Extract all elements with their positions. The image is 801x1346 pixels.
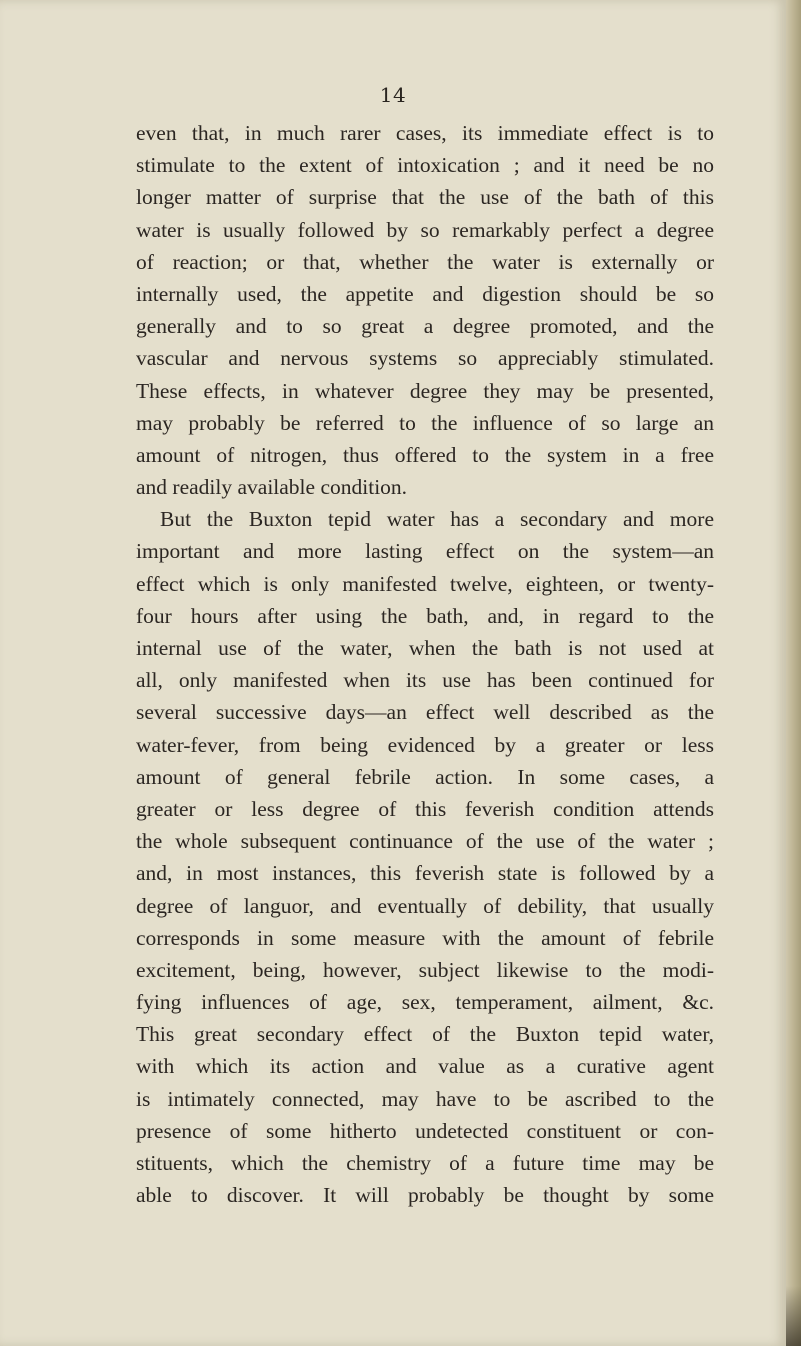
- page-number: 14: [379, 83, 407, 107]
- text-line: water is usually followed by so remarkably perfect a degree: [136, 217, 714, 242]
- text-line: amount of general febrile action. In some cases, a: [136, 764, 714, 789]
- text-line: This great secondary effect of the Buxton tepid water,: [136, 1022, 714, 1047]
- text-line: greater or less degree of this feverish condition attends: [136, 796, 714, 821]
- text-line: presence of some hitherto undetected constituent or con-: [136, 1118, 714, 1143]
- text-line: longer matter of surprise that the use of the bath of this: [136, 185, 714, 210]
- text-line: is intimately connected, may have to be ascribed to the: [136, 1086, 714, 1111]
- text-line: all, only manifested when its use has been continued for: [136, 668, 714, 693]
- text-line: excitement, being, however, subject likewise to the modi-: [136, 957, 714, 982]
- text-line: the whole subsequent continuance of the use of the water ;: [136, 829, 714, 854]
- body-text: [136, 117, 714, 1211]
- text-line: generally and to so great a degree promoted, and the: [136, 314, 714, 339]
- text-line: able to discover. It will probably be thought by some: [136, 1183, 714, 1208]
- text-line: internal use of the water, when the bath is not used at: [136, 636, 714, 660]
- text-line: important and more lasting effect on the system—an: [136, 539, 714, 564]
- text-line: with which its action and value as a curative agent: [136, 1054, 714, 1079]
- text-line: and, in most instances, this feverish state is followed by a: [136, 861, 714, 886]
- text-line: of reaction; or that, whether the water is externally or: [136, 249, 714, 274]
- text-line: But the Buxton tepid water has a secondary and more: [160, 507, 714, 532]
- text-line: degree of languor, and eventually of debility, that usually: [136, 893, 714, 918]
- text-line: may probably be referred to the influence of so large an: [136, 410, 714, 435]
- text-line: stimulate to the extent of intoxication ; and it need be no: [136, 153, 714, 178]
- text-line: effect which is only manifested twelve, eighteen, or twenty-: [136, 571, 714, 596]
- text-line: vascular and nervous systems so appreciably stimulated.: [136, 346, 714, 371]
- text-line: internally used, the appetite and digestion should be so: [136, 281, 714, 306]
- text-line: fying influences of age, sex, temperament, ailment, &c.: [136, 990, 714, 1015]
- text-line: These effects, in whatever degree they may be presented,: [136, 378, 714, 403]
- text-line: and readily available condition.: [136, 475, 408, 500]
- text-line: stituents, which the chemistry of a future time may be: [136, 1151, 714, 1175]
- text-line: corresponds in some measure with the amount of febrile: [136, 925, 714, 950]
- text-line: even that, in much rarer cases, its immediate effect is to: [136, 121, 714, 145]
- text-line: four hours after using the bath, and, in regard to the: [136, 603, 714, 628]
- page-edge-shadow: [786, 0, 801, 1346]
- text-line: several successive days—an effect well described as the: [136, 700, 714, 725]
- text-line: water-fever, from being evidenced by a greater or less: [136, 732, 714, 757]
- text-line: amount of nitrogen, thus offered to the system in a free: [136, 442, 714, 467]
